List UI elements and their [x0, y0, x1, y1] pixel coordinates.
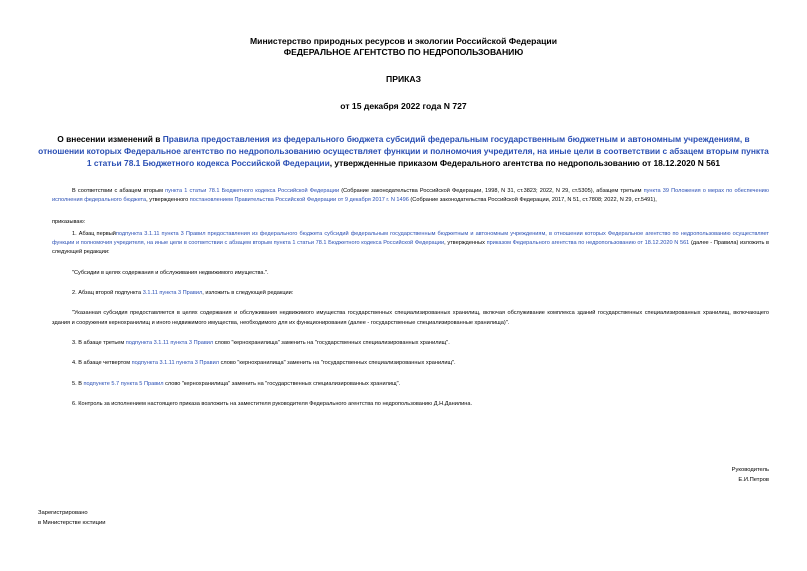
item-1-paragraph — [52, 230, 769, 258]
item-2-rules-link[interactable]: 3.1.11 пункта 3 Правил — [142, 290, 203, 297]
item-5-text-1: 5. В — [72, 380, 84, 387]
ministry-header — [38, 0, 769, 58]
budget-regulation-link[interactable]: пункта 39 Положения о мерах по обеспечению исполнения федерального бюджета — [52, 188, 769, 204]
subject-suffix: , утвержденные приказом Федерального агентства по недропользованию от 18.12.2020 N 561 — [329, 158, 721, 168]
registration-note — [38, 508, 105, 528]
item-3-text-2: слово "кернохранилища" заменить на "государственных специализированных хранилищ". — [213, 339, 450, 346]
item-4-paragraph — [52, 359, 769, 368]
item-2-text-2: , изложить в следующей редакции: — [202, 290, 294, 297]
item-5-paragraph — [52, 380, 769, 389]
doc-body — [38, 187, 769, 409]
preamble-text-2: (Собрание законодательства Российской Федерации, 1998, N 31, ст.3823; 2022, N 29, ст.5305), абзацем третьим — [339, 188, 644, 194]
item-5-text-2: слово "кернохранилища" заменить на "государственных специализированных хранилищ". — [163, 380, 401, 387]
item-3-rules-link[interactable]: подпункта 3.1.11 пункта 3 Правил — [125, 339, 214, 346]
item-6-paragraph: 6. Контроль за исполнением настоящего приказа возложить на заместителя руководителя Федерального агентства по недропользованию Д.Н.Данилина. — [72, 400, 473, 407]
preamble-text-3: , утвержденного — [146, 197, 190, 204]
order-word: приказываю: — [52, 218, 86, 225]
preamble-text-1: В соответствии с абзацем вторым — [72, 188, 166, 194]
registration-line-1: Зарегистрировано — [38, 510, 88, 516]
item-3-paragraph — [52, 339, 769, 348]
signature-name: Е.И.Петров — [738, 476, 769, 483]
budget-code-link[interactable]: пункта 1 статьи 78.1 Бюджетного кодекса Российской Федерации — [165, 188, 340, 194]
item-5-rules-link[interactable]: подпункте 5.7 пункта 5 Правил — [83, 380, 164, 387]
item-4-text-2: слово "кернохранилища" заменить на "государственных специализированных хранилищ". — [219, 360, 456, 367]
doc-type: ПРИКАЗ — [386, 74, 421, 84]
signature-title: Руководитель — [731, 467, 769, 473]
item-1-text-2: , утвержденных — [444, 240, 487, 247]
doc-date-number: от 15 декабря 2022 года N 727 — [340, 101, 467, 111]
item-4-rules-link[interactable]: подпункта 3.1.11 пункта 3 Правил — [131, 360, 220, 367]
item-4-text-1: 4. В абзаце четвертом — [72, 360, 132, 367]
doc-subject — [38, 133, 769, 169]
subject-prefix: О внесении изменений в — [57, 134, 163, 144]
item-1-text-1: 1. Абзац первый — [72, 230, 116, 237]
item-2-paragraph — [52, 289, 769, 298]
item-2-quote: "Указанная субсидия предоставляется в целях содержания и обслуживания недвижимого имущества государственных специализированных хранилищ, включая обслуживание комплекса зданий государственных специализированных хранилищ, включающего здания и сооружения кернохранилищ и иного недвижимого имущества, необходимого для их функционирования (далее - государственные специализированные хранилища)". — [52, 310, 769, 326]
government-decree-link[interactable]: постановлением Правительства Российской Федерации от 9 декабря 2017 г. N 1496 — [189, 197, 409, 204]
registration-line-2: в Министерстве юстиции — [38, 520, 106, 526]
item-3-text-1: 3. В абзаце третьем — [72, 339, 126, 346]
item-1-rules-link[interactable]: подпункта 3.1.11 пункта 3 Правил предоставления из федерального бюджета субсидий федеральным государственным бюджетным и автономным учреждениям, в отношении которых Федеральное агентство по недропользованию осуществляет функции и полномочия учредителя, на иные цели в соответствии с абзацем вторым пункта 1 статьи 78.1 Бюджетного кодекса Российской Федерации — [52, 230, 769, 247]
item-1-order-link[interactable]: приказом Федерального агентства по недропользованию от 18.12.2020 N 561 — [486, 240, 690, 247]
signature-block — [732, 466, 769, 485]
item-2-text-1: 2. Абзац второй подпункта — [72, 290, 143, 297]
preamble-paragraph — [52, 187, 769, 206]
subject-rules-link[interactable]: Правила предоставления из федерального бюджета субсидий федеральным государственным бюджетным и автономным учреждениям, в отношении которых Федеральное агентство по недропользованию осуществляет функции и полномочия учредителя, на иные цели в соответствии с абзацем вторым пункта 1 статьи 78.1 Бюджетного кодекса Российской Федерации — [38, 134, 769, 168]
ministry-name: Министерство природных ресурсов и экологии Российской Федерации — [250, 36, 557, 46]
agency-name: ФЕДЕРАЛЬНОЕ АГЕНТСТВО ПО НЕДРОПОЛЬЗОВАНИЮ — [283, 47, 524, 57]
preamble-text-4: (Собрание законодательства Российской Федерации, 2017, N 51, ст.7808; 2022, N 29, ст.5491), — [408, 197, 657, 204]
item-1-quote: "Субсидии в целях содержания и обслуживания недвижимого имущества.". — [72, 269, 269, 276]
item-1-text-3: (далее - Правила) изложить в следующей редакции: — [52, 240, 770, 256]
